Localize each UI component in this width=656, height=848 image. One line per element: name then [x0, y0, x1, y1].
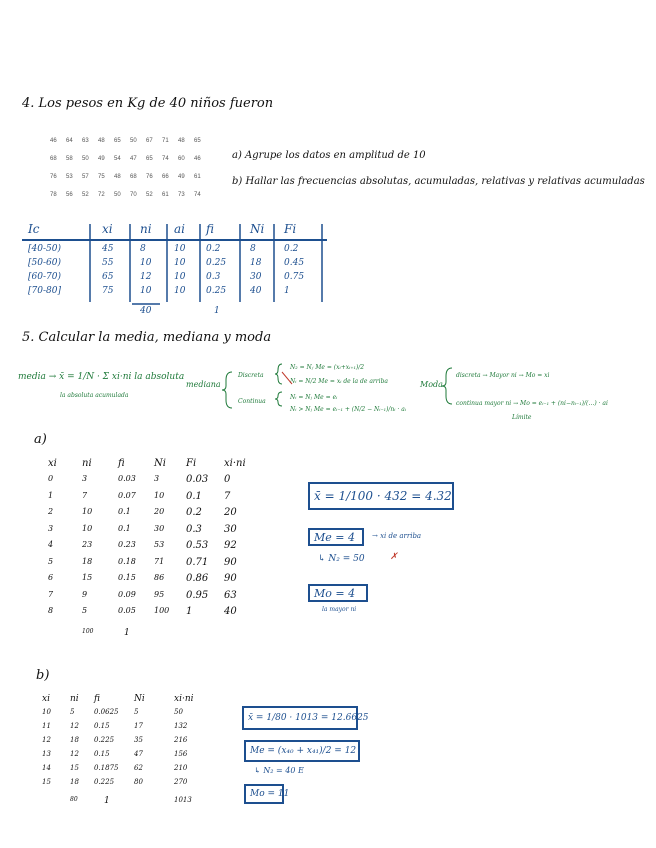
q4-table-cell: 65 [102, 272, 114, 282]
part-b-cell: 17 [134, 722, 143, 730]
part-a-header: xi [48, 458, 57, 469]
raw-data-cell: 76 [50, 174, 57, 180]
part-b-cell: 0.225 [94, 736, 115, 744]
part-a-cell: 20 [224, 507, 237, 518]
part-a-cell: 53 [154, 540, 165, 549]
part-a-table [44, 458, 274, 648]
raw-data-cell: 50 [82, 156, 89, 162]
part-a-label: a) [34, 432, 47, 447]
part-a-cell: 100 [154, 606, 170, 615]
part-a-cell: 0.1 [118, 507, 131, 516]
raw-data-cell: 65 [146, 156, 153, 162]
mediana-discreta-formula: N₂ = Nⱼ Me = (xᵢ+xᵢ₊₁)/2 [290, 364, 365, 371]
part-b-cell: 50 [174, 708, 183, 716]
raw-data-cell: 68 [50, 156, 57, 162]
part-a-cell: 20 [154, 507, 165, 516]
part-a-mode-note: la mayor ni [322, 606, 357, 613]
part-a-header: Ni [154, 458, 166, 469]
raw-data-cell: 54 [114, 156, 121, 162]
q4-table-cell: 12 [140, 272, 152, 282]
part-b-cell: 5 [70, 708, 75, 716]
moda-continua: continua mayor ni → Mo = eᵢ₋₁ + (ni−nᵢ₋₁)/(…) · ai [456, 400, 608, 407]
mediana-continua-formula2: Nᵢ > Nⱼ Me = eᵢ₋₁ + (N/2 − Nᵢ₋₁)/nᵢ · aᵢ [290, 406, 406, 413]
q4-item-b: b) Hallar las frecuencias absolutas, acumuladas, relativas y relativas acumuladas [232, 176, 645, 187]
q4-item-a: a) Agrupe los datos en amplitud de 10 [232, 150, 426, 161]
q4-table-cell: 0.45 [284, 258, 305, 268]
part-a-cell: 18 [82, 556, 93, 566]
part-a-cell: 0.3 [186, 523, 202, 535]
part-b-cell: 80 [134, 778, 143, 786]
part-a-cell: 3 [154, 474, 160, 483]
q4-table-header: xi [102, 222, 113, 236]
q4-table-cell: 0.25 [206, 258, 227, 268]
part-a-cell: 0.1 [186, 490, 202, 502]
mediana-discreta: Discreta [238, 372, 264, 379]
part-b-table [38, 694, 238, 814]
part-b-cell: 5 [134, 708, 139, 716]
part-a-median-note: → xi de arriba [372, 532, 422, 540]
q4-table-header: ai [174, 222, 185, 236]
q4-table-cell: 45 [102, 244, 114, 254]
part-a-cell: 0 [224, 474, 231, 485]
part-a-cell: 40 [224, 606, 237, 617]
mediana-discreta-formula2: Nᵢ = N/2 Me = xᵢ de la de arriba [290, 378, 388, 385]
part-b-cell: 0.1875 [94, 764, 119, 772]
raw-data-cell: 71 [162, 138, 169, 144]
part-a-cell: 0.53 [186, 540, 209, 551]
part-b-label: b) [36, 668, 50, 683]
part-b-mean-box: x̄ = 1/80 · 1013 = 12.6625 [242, 706, 358, 730]
part-b-cell: 12 [70, 750, 79, 758]
part-a-cell: 0.71 [186, 556, 209, 568]
mediana-label: mediana [186, 380, 221, 389]
part-b-cell: 0.225 [94, 778, 115, 786]
q4-total-ni: 40 [140, 306, 152, 316]
part-a-cell: 0.2 [186, 507, 202, 518]
part-a-cell: 0.86 [186, 573, 209, 584]
part-a-cell: 10 [154, 490, 165, 500]
q4-table-cell: 0.3 [206, 272, 221, 282]
part-a-cell: 23 [82, 540, 93, 549]
moda-discreta: discreta → Mayor ni → Mo = xi [456, 372, 550, 379]
part-a-total-ni: 100 [82, 628, 94, 635]
raw-data-cell: 73 [178, 192, 185, 198]
part-b-cell: 0.0625 [94, 708, 119, 716]
part-a-cell: 2 [48, 507, 54, 516]
part-a-cell: 95 [154, 589, 165, 599]
part-a-cell: 4 [48, 540, 54, 549]
part-a-cell: 15 [82, 573, 93, 582]
mediana-continua: Continua [238, 398, 266, 405]
part-a-cell: 5 [48, 556, 54, 566]
part-a-cell: 5 [82, 606, 88, 615]
part-b-cell: 12 [42, 736, 51, 744]
mediana-continua-formula: Nᵢ = Nⱼ Me = eᵢ [290, 394, 338, 401]
part-b-cell: 11 [42, 722, 51, 730]
part-a-header: Fi [186, 458, 197, 469]
part-a-cell: 71 [154, 556, 165, 566]
q4-table-cell: 10 [174, 272, 186, 282]
part-a-cell: 3 [48, 523, 54, 533]
part-a-cell: 8 [48, 606, 54, 615]
raw-data-cell: 74 [194, 192, 201, 198]
part-b-cell: 132 [174, 722, 188, 730]
raw-data-cell: 48 [114, 174, 121, 180]
raw-data-cell: 50 [114, 192, 121, 198]
raw-data-cell: 56 [66, 192, 73, 198]
part-a-header: xi·ni [224, 458, 246, 469]
part-b-cell: 62 [134, 764, 143, 772]
raw-data-cell: 47 [130, 156, 137, 162]
part-b-cell: 10 [42, 708, 51, 716]
part-b-header: ni [70, 694, 79, 704]
raw-data-cell: 78 [50, 192, 57, 198]
part-a-cell: 0.07 [118, 490, 136, 500]
q4-table-header: Ni [250, 222, 265, 236]
q4-table-cell: 30 [250, 272, 262, 282]
part-b-header: xi·ni [174, 694, 194, 704]
part-b-total-xn: 1013 [174, 796, 192, 804]
q4-table-cell: 10 [140, 258, 152, 268]
part-b-cell: 18 [70, 736, 79, 744]
q4-table-header: fi [206, 222, 215, 236]
q4-table-cell: 10 [174, 286, 186, 296]
part-a-cell: 10 [82, 523, 93, 533]
raw-data-cell: 66 [162, 174, 169, 180]
part-a-cell: 92 [224, 540, 237, 551]
part-b-header: fi [94, 694, 101, 704]
part-a-cell: 30 [154, 523, 165, 533]
media-formula: media → x̄ = 1/N · Σ xi·ni la absoluta [18, 372, 185, 382]
raw-data-cell: 48 [98, 138, 105, 144]
raw-data-cell: 65 [194, 138, 201, 144]
part-b-cell: 270 [174, 778, 188, 786]
q4-table-cell: 40 [250, 286, 262, 296]
raw-data-cell: 49 [178, 174, 185, 180]
q4-table-cell: 18 [250, 258, 262, 268]
part-b-cell: 156 [174, 750, 188, 758]
part-b-header: Ni [134, 694, 145, 704]
part-a-cell: 0.23 [118, 540, 136, 549]
part-b-median-box: Me = (x₄₀ + x₄₁)/2 = 12 [244, 740, 360, 762]
part-a-median-sub: ↳ N₂ = 50 [318, 554, 365, 564]
part-a-cell: 90 [224, 573, 237, 584]
part-a-cell: 7 [224, 490, 231, 502]
media-note: la absoluta acumulada [60, 392, 129, 399]
part-b-cell: 15 [70, 764, 79, 772]
raw-data-cell: 75 [98, 174, 105, 180]
raw-data-cell: 68 [130, 174, 137, 180]
part-b-cell: 0.15 [94, 750, 110, 758]
raw-data-cell: 57 [82, 174, 89, 180]
part-b-cell: 13 [42, 750, 51, 758]
part-b-cell: 35 [134, 736, 143, 744]
part-a-cell: 10 [82, 507, 93, 516]
q4-table-cell: 0.2 [206, 244, 221, 254]
raw-data-cell: 60 [178, 156, 185, 162]
raw-data-cell: 61 [162, 192, 169, 198]
part-b-cell: 210 [174, 764, 188, 772]
part-a-cell: 63 [224, 589, 237, 601]
q5-title: 5. Calcular la media, mediana y moda [22, 330, 272, 345]
raw-data-cell: 46 [50, 138, 57, 144]
part-a-cell: 0.18 [118, 556, 136, 566]
part-a-cell: 3 [82, 474, 88, 483]
part-b-total-fi: 1 [104, 796, 110, 806]
raw-data-cell: 63 [82, 138, 89, 144]
q4-table-cell: [70-80] [28, 286, 61, 296]
raw-data-cell: 58 [66, 156, 73, 162]
part-b-cell: 216 [174, 736, 188, 744]
part-a-header: fi [118, 458, 125, 469]
raw-data-cell: 74 [162, 156, 169, 162]
raw-data-cell: 52 [146, 192, 153, 198]
raw-data-cell: 76 [146, 174, 153, 180]
raw-data-cell: 49 [98, 156, 105, 162]
q4-title: 4. Los pesos en Kg de 40 niños fueron [22, 96, 274, 111]
q4-table-cell: 10 [140, 286, 152, 296]
part-a-header: ni [82, 458, 92, 469]
part-a-cell: 0.09 [118, 589, 136, 599]
part-b-cell: 0.15 [94, 722, 110, 730]
part-a-cell: 7 [82, 490, 88, 500]
q4-table-header: Ic [28, 222, 40, 236]
raw-data-cell: 50 [130, 138, 137, 144]
q4-table-cell: 0.25 [206, 286, 227, 296]
part-a-total-fi: 1 [124, 628, 130, 638]
q4-table-cell: [40-50) [28, 244, 61, 254]
raw-data-cell: 46 [194, 156, 201, 162]
part-a-cell: 0.15 [118, 573, 136, 582]
part-a-cell: 90 [224, 556, 237, 568]
q4-table-cell: 8 [140, 244, 146, 254]
raw-data-cell: 53 [66, 174, 73, 180]
part-b-cell: 14 [42, 764, 51, 772]
part-a-cell: 0.05 [118, 606, 136, 615]
cross-mark: ✗ [390, 552, 398, 562]
part-a-cell: 6 [48, 573, 54, 582]
raw-data-cell: 61 [194, 174, 201, 180]
part-b-median-sub: ↳ N₂ = 40 E [254, 766, 304, 775]
part-a-cell: 1 [48, 490, 54, 500]
q4-table-cell: 55 [102, 258, 114, 268]
raw-data-cell: 70 [130, 192, 137, 198]
part-a-cell: 1 [186, 606, 193, 617]
q4-table-cell: 10 [174, 244, 186, 254]
q4-table-cell: 0.2 [284, 244, 299, 254]
part-b-cell: 12 [70, 722, 79, 730]
part-a-cell: 0.03 [118, 474, 136, 483]
part-a-cell: 0 [48, 474, 54, 483]
part-a-cell: 0.95 [186, 589, 209, 601]
raw-data-cell: 65 [114, 138, 121, 144]
part-b-total-ni: 80 [70, 796, 78, 803]
part-a-cell: 86 [154, 573, 165, 582]
q4-table-cell: 8 [250, 244, 256, 254]
raw-data-cell: 52 [82, 192, 89, 198]
q4-table-cell: 0.75 [284, 272, 305, 282]
raw-data-cell: 67 [146, 138, 153, 144]
raw-data-cell: 48 [178, 138, 185, 144]
part-a-median-box: Me = 4 [308, 528, 364, 546]
part-b-cell: 15 [42, 778, 51, 786]
part-b-cell: 47 [134, 750, 143, 758]
raw-data-cell: 72 [98, 192, 105, 198]
part-a-cell: 9 [82, 589, 88, 599]
part-b-header: xi [42, 694, 50, 704]
part-a-mean-box: x̄ = 1/100 · 432 = 4.32 [308, 482, 454, 510]
part-a-cell: 30 [224, 523, 237, 535]
q4-total-fi: 1 [214, 306, 220, 316]
q4-table-cell: 10 [174, 258, 186, 268]
q4-table-cell: 1 [284, 286, 290, 296]
q4-table-cell: 75 [102, 286, 114, 296]
part-a-cell: 0.1 [118, 523, 131, 533]
part-b-mode-box: Mo = 11 [244, 784, 284, 804]
moda-label: Moda [420, 380, 443, 389]
moda-limit: Límite [512, 414, 532, 421]
q4-table-header: ni [140, 222, 152, 236]
part-a-mode-box: Mo = 4 [308, 584, 368, 602]
q4-table-cell: [60-70) [28, 272, 61, 282]
part-b-cell: 18 [70, 778, 79, 786]
q4-table-header: Fi [284, 222, 297, 236]
part-a-cell: 0.03 [186, 474, 209, 485]
raw-data-cell: 64 [66, 138, 73, 144]
part-a-cell: 7 [48, 589, 54, 599]
q4-table-cell: [50-60) [28, 258, 61, 268]
